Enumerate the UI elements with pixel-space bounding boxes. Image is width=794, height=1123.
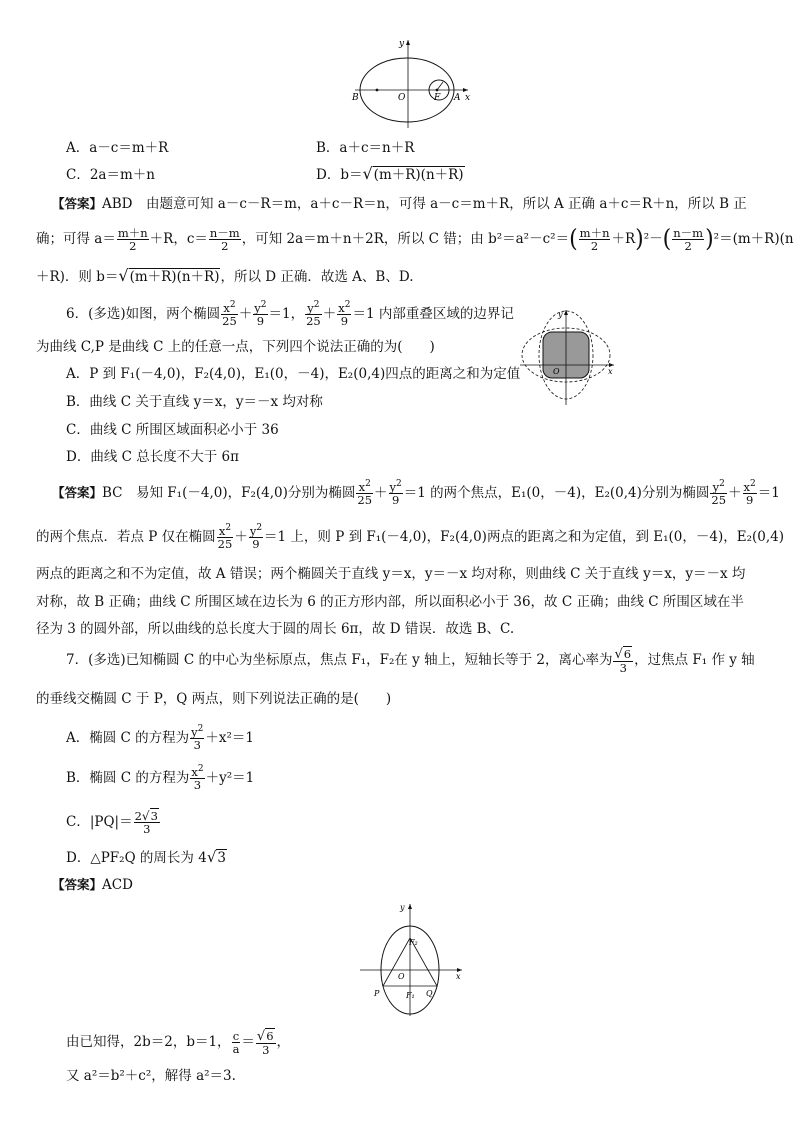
q6-option-d: D．曲线 C 总长度不大于 6π [66,449,239,465]
q6-answer-line2: 的两个焦点．若点 P 仅在椭圆 $\frac{x^2}{25}$ ＋ $\frac{y^2}{9}$ ＝1 上，则 P 到 F₁(－4,0)，F₂(4,0)两点的距离之和为定值，到 E₁(0，－4)，E₂(0,4) [36,523,784,551]
fig2-o-label: O [553,367,560,376]
q6-answer-line3: 两点的距离之和不为定值，故 A 错误；两个椭圆关于直线 y＝x，y＝－x 均对称，则曲线 C 关于直线 y＝x，y＝－x 均 [36,566,746,582]
fig1-x-label: x [465,93,471,103]
fig3-q-label: Q [426,989,433,998]
fig2-y-label: y [558,310,563,319]
q6-answer-line1: 【答案】BC 易知 F₁(－4,0)，F₂(4,0)分别为椭圆 $\frac{x^2}{25}$ ＋ $\frac{y^2}{9}$ ＝1 的两个焦点，E₁(0，－4)，E₂(0,4)分别为椭圆 $\frac{y^2}{25}$ ＋ $\frac{x^2}{9}$ ＝1 [52,479,780,507]
fig1-b-label: B [352,93,359,103]
fig1-y-label: y [399,39,405,49]
q7-option-b: B．椭圆 C 的方程为 $\frac{x^2}{3}$ ＋y²＝1 [66,764,255,792]
fig3-f1-label: F₁ [406,991,415,1000]
q6-stem-line1: 6．(多选)如图，两个椭圆 $\frac{x^2}{25}$ ＋ $\frac{y^2}{9}$ ＝1， $\frac{y^2}{25}$ ＋ $\frac{x^2}{9}$ ＝1 内部重叠区域的边界记 [66,300,514,328]
fig1-a-label: A [454,93,461,103]
q7-stem-line2: 的垂线交椭圆 C 于 P，Q 两点，则下列说法正确的是( ) [36,691,392,707]
q7-option-d: D．△PF₂Q 的周长为 4√3 [66,848,226,866]
q7-solution-line1: 由已知得，2b＝2，b＝1， $\frac{c}{a}$ ＝ $\frac{√6}{3}$ ， [66,1028,291,1057]
ellipse-circle-figure [350,36,475,132]
fig1-f-label: F [434,93,441,103]
q7-answer: 【答案】ACD [52,877,133,893]
q5-option-c: C．2a＝m＋n [66,167,155,183]
fig3-p-label: P [374,989,380,998]
fig3-y-label: y [400,903,405,912]
fig1-o-label: O [398,93,406,103]
q6-option-a: A．P 到 F₁(－4,0)，F₂(4,0)，E₁(0，－4)，E₂(0,4)四点的距离之和为定值 [66,366,521,382]
q7-solution-line2: 又 a²＝b²＋c²，解得 a²＝3. [66,1068,236,1084]
fig2-x-label: x [608,367,613,376]
q6-option-c: C．曲线 C 所围区域面积必小于 36 [66,422,279,438]
q6-stem-line2: 为曲线 C,P 是曲线 C 上的任意一点，下列四个说法正确的为( ) [36,339,435,355]
answer-tag: 【答案】 [52,196,103,211]
q7-option-a: A．椭圆 C 的方程为 $\frac{y^2}{3}$ ＋x²＝1 [66,724,255,752]
q5-answer-line2: 确；可得 a＝ $\frac{m+n}{2}$ ＋R，c＝ $\frac{n-m}{2}$ ，可知 2a＝m＋n＋2R，所以 C 错；由 b²＝a²－c²＝( $\frac{m+n}{2}$ ＋R)²－( $\frac{n-m}{2}$ )²＝(m＋R)(n [36,225,794,253]
q7-option-c: C．|PQ|＝ $\frac{2√3}{3}$ [66,809,158,836]
q6-answer-line4: 对称，故 B 正确；曲线 C 所围区域在边长为 6 的正方形内部，所以面积必小于 36，故 C 正确；曲线 C 所围区域在半 [36,594,744,610]
q5-option-b: B．a＋c＝n＋R [316,140,415,156]
two-ellipses-figure [518,307,618,407]
q6-answer-line5: 径为 3 的圆外部，所以曲线的总长度大于圆的周长 6π，故 D 错误．故选 B、C. [36,621,515,637]
answer-tag: 【答案】 [52,877,103,892]
q7-stem-line1: 7．(多选)已知椭圆 C 的中心为坐标原点，焦点 F₁，F₂在 y 轴上，短轴长等于 2，离心率为 $\frac{√6}{3}$ ，过焦点 F₁ 作 y 轴 [66,646,755,675]
q5-option-d: D．b＝√(m＋R)(n＋R) [316,164,464,183]
fig3-f2-label: F₂ [409,938,418,947]
q6-option-b: B．曲线 C 关于直线 y＝x，y＝－x 均对称 [66,394,323,410]
q5-answer-line1: 【答案】ABD 由题意可知 a－c－R＝m，a＋c－R＝n，可得 a－c＝m＋R，所以 A 正确 a＋c＝R＋n，所以 B 正 [52,196,747,212]
fig3-x-label: x [456,972,461,981]
answer-tag: 【答案】 [52,485,103,500]
q5-option-a: A．a－c＝m＋R [66,140,169,156]
vertical-ellipse-figure [358,900,470,1018]
q5-answer-line3: ＋R)．则 b＝√(m＋R)(n＋R)，所以 D 正确．故选 A、B、D. [36,266,414,285]
fig3-o-label: O [398,972,405,981]
